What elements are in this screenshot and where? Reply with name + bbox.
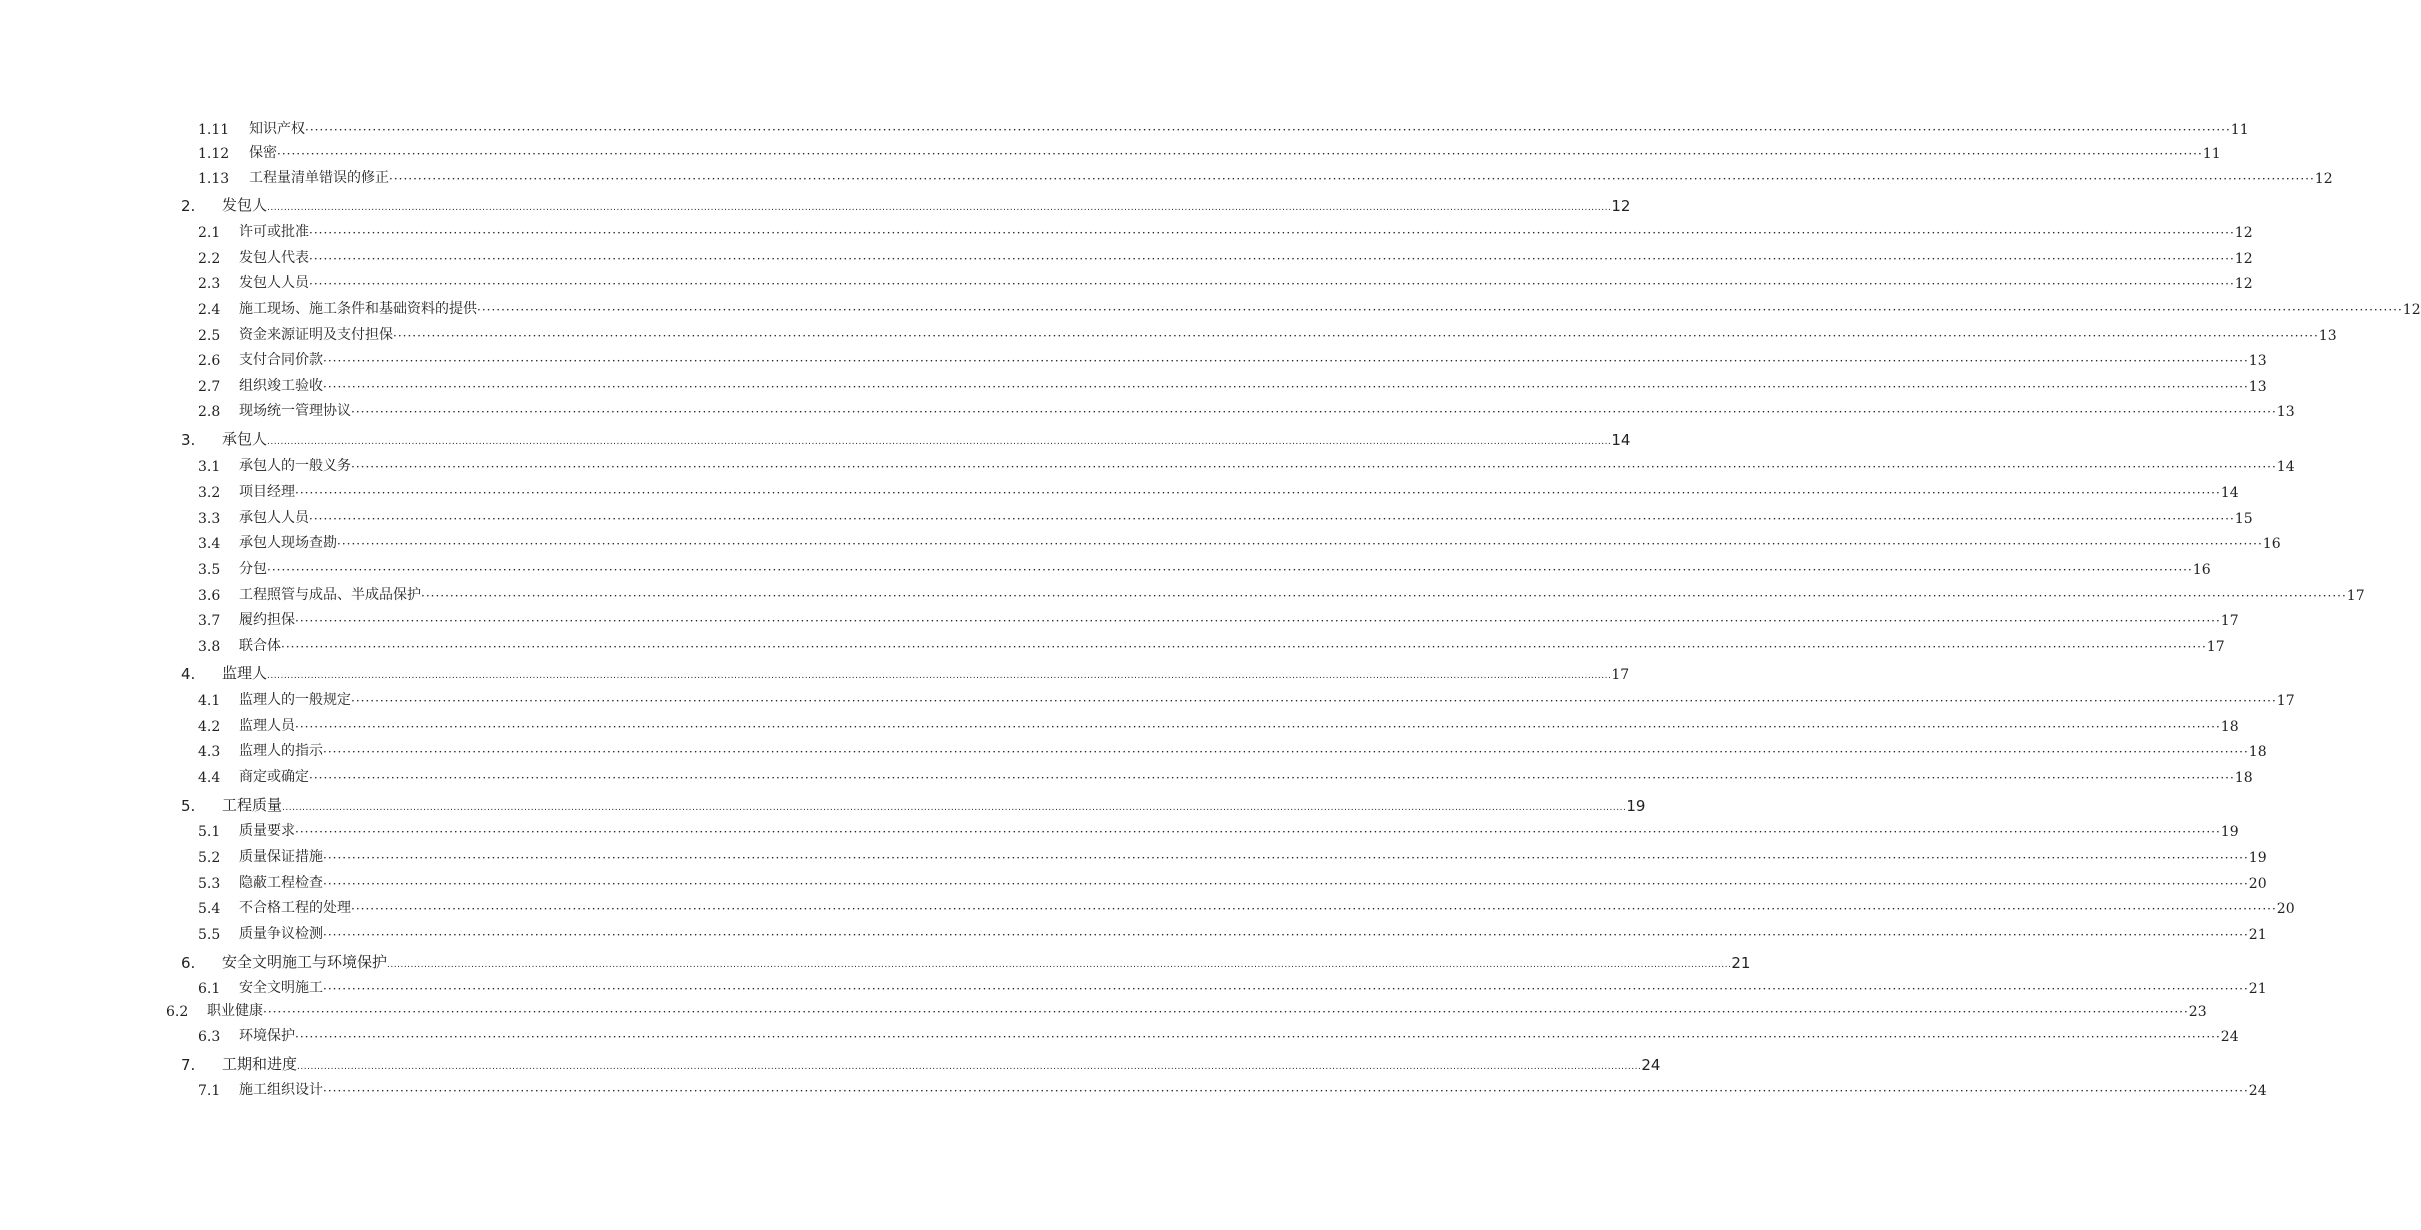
toc-dot-leader: ................................................................................................................................................................................................................................................................................................................................................................................................................ (297, 1062, 1642, 1072)
toc-page-number: 24 (2220, 1029, 2239, 1045)
toc-dot-leader: ················································································································································································································································································································································································································ (351, 902, 2277, 916)
toc-entry-number: 2. (181, 197, 196, 215)
toc-dot-leader: ················································································································································································································································································································································································································ (267, 563, 2193, 577)
toc-dot-leader: ················································································································································································································································································································································································································ (305, 123, 2231, 137)
toc-page-number: 15 (2234, 511, 2253, 527)
toc-page-number: 21 (1731, 954, 1751, 972)
toc-page-number: 12 (2234, 225, 2253, 241)
toc-entry-number: 2.8 (198, 404, 221, 420)
toc-subsection-entry[interactable] (198, 296, 2421, 318)
toc-dot-leader: ················································································································································································································································································································································································································ (393, 329, 2319, 343)
toc-entry-title: 联合体 (239, 638, 281, 654)
toc-entry-number: 5.3 (198, 876, 221, 892)
toc-entry-title: 隐蔽工程检查 (239, 875, 323, 891)
toc-page-number: 13 (2248, 379, 2267, 395)
toc-entry-title: 质量要求 (239, 823, 295, 839)
toc-dot-leader: ................................................................................................................................................................................................................................................................................................................................................................................................................ (387, 960, 1732, 970)
toc-dot-leader: ················································································································································································································································································································································································································ (351, 460, 2277, 474)
toc-subsection-entry[interactable] (198, 556, 2211, 578)
toc-entry-number: 5. (181, 797, 196, 815)
toc-entry-number: 1.12 (198, 146, 230, 162)
toc-entry-title: 监理人 (222, 664, 268, 682)
toc-page-number: 17 (1611, 667, 1630, 683)
toc-page-number: 11 (2202, 146, 2221, 162)
toc-page-number: 14 (1611, 431, 1631, 449)
toc-entry-title: 发包人 (222, 196, 268, 214)
toc-subsection-entry[interactable] (198, 1023, 2239, 1045)
toc-dot-leader: ················································································································································································································································································································································································································ (337, 537, 2263, 551)
toc-entry-number: 6.3 (198, 1029, 221, 1045)
toc-page-number: 14 (2276, 459, 2295, 475)
toc-page-number: 13 (2248, 353, 2267, 369)
toc-entry-title: 工程照管与成品、半成品保护 (239, 587, 421, 603)
toc-entry-number: 5.1 (198, 824, 221, 840)
toc-subsection-entry[interactable] (198, 1077, 2267, 1099)
toc-entry-number: 6. (181, 954, 196, 972)
toc-subsection-entry[interactable] (198, 530, 2281, 552)
toc-page-number: 12 (1611, 197, 1631, 215)
toc-entry-number: 3.5 (198, 562, 221, 578)
toc-entry-number: 2.1 (198, 225, 221, 241)
toc-subsection-entry[interactable] (198, 895, 2295, 917)
toc-entry-number: 3.4 (198, 536, 221, 552)
toc-entry-title: 商定或确定 (239, 769, 309, 785)
toc-section-entry[interactable] (181, 1052, 1661, 1074)
toc-entry-title: 职业健康 (207, 1003, 263, 1019)
toc-entry-title: 不合格工程的处理 (239, 900, 351, 916)
toc-dot-leader: ................................................................................................................................................................................................................................................................................................................................................................................................................ (267, 203, 1612, 213)
toc-entry-number: 2.2 (198, 251, 221, 267)
toc-entry-title: 监理人员 (239, 718, 295, 734)
toc-entry-title: 施工组织设计 (239, 1082, 323, 1098)
toc-page-number: 11 (2230, 122, 2249, 138)
toc-entry-title: 组织竣工验收 (239, 378, 323, 394)
toc-entry-number: 1.13 (198, 171, 230, 187)
toc-subsection-entry[interactable] (198, 687, 2295, 709)
toc-dot-leader: ················································································································································································································································································································································································································ (323, 928, 2249, 942)
toc-entry-title: 质量保证措施 (239, 849, 323, 865)
toc-subsection-entry[interactable] (198, 398, 2295, 420)
toc-subsection-entry[interactable] (198, 713, 2239, 735)
toc-dot-leader: ················································································································································································································································································································································································································ (309, 512, 2235, 526)
toc-page-number: 20 (2276, 901, 2295, 917)
toc-subsection-entry[interactable] (198, 479, 2239, 501)
toc-entry-title: 分包 (239, 561, 267, 577)
toc-entry-number: 5.5 (198, 927, 221, 943)
toc-dot-leader: ················································································································································································································································································································································································································ (323, 1084, 2249, 1098)
toc-entry-number: 3. (181, 431, 196, 449)
toc-dot-leader: ················································································································································································································································································································································································································ (323, 851, 2249, 865)
toc-entry-number: 7. (181, 1056, 196, 1074)
toc-page-number: 20 (2248, 876, 2267, 892)
toc-subsection-entry[interactable] (198, 453, 2295, 475)
toc-page-number: 21 (2248, 981, 2267, 997)
toc-entry-number: 6.2 (166, 1004, 189, 1020)
toc-dot-leader: ................................................................................................................................................................................................................................................................................................................................................................................................................ (267, 671, 1612, 681)
toc-entry-number: 4.4 (198, 770, 221, 786)
toc-entry-number: 3.6 (198, 588, 221, 604)
toc-section-entry[interactable] (181, 193, 1631, 215)
toc-entry-title: 支付合同价款 (239, 352, 323, 368)
toc-entry-title: 安全文明施工与环境保护 (222, 953, 388, 971)
toc-entry-number: 4.2 (198, 719, 221, 735)
toc-subsection-entry[interactable] (198, 921, 2267, 943)
toc-subsection-entry[interactable] (198, 347, 2267, 369)
toc-subsection-entry[interactable] (198, 505, 2253, 527)
toc-entry-number: 1.11 (198, 122, 230, 138)
toc-page-number: 19 (2220, 824, 2239, 840)
toc-dot-leader: ················································································································································································································································································································································································································ (477, 303, 2403, 317)
toc-entry-number: 5.2 (198, 850, 221, 866)
toc-page-number: 17 (2220, 613, 2239, 629)
toc-dot-leader: ················································································································································································································································································································································································································ (323, 745, 2249, 759)
toc-entry-number: 3.3 (198, 511, 221, 527)
toc-page-number: 12 (2234, 276, 2253, 292)
toc-dot-leader: ················································································································································································································································································································································································································ (295, 1030, 2221, 1044)
toc-dot-leader: ················································································································································································································································································································································································································ (323, 354, 2249, 368)
toc-subsection-entry[interactable] (198, 633, 2225, 655)
toc-subsection-entry[interactable] (198, 870, 2267, 892)
toc-page-number: 12 (2234, 251, 2253, 267)
toc-dot-leader: ················································································································································································································································································································································································································ (281, 640, 2207, 654)
toc-dot-leader: ················································································································································································································································································································································································································ (309, 277, 2235, 291)
toc-subsection-entry[interactable] (198, 245, 2253, 267)
toc-subsection-entry[interactable] (166, 998, 2207, 1020)
toc-page-number: 17 (2206, 639, 2225, 655)
toc-section-entry[interactable] (181, 950, 1751, 972)
toc-entry-number: 5.4 (198, 901, 221, 917)
toc-section-entry[interactable] (181, 793, 1646, 815)
toc-entry-title: 项目经理 (239, 484, 295, 500)
toc-entry-title: 工期和进度 (222, 1055, 298, 1073)
toc-entry-title: 工程量清单错误的修正 (249, 170, 389, 186)
toc-entry-title: 施工现场、施工条件和基础资料的提供 (239, 301, 477, 317)
toc-entry-number: 3.1 (198, 459, 221, 475)
toc-dot-leader: ················································································································································································································································································································································································································ (351, 694, 2277, 708)
toc-dot-leader: ················································································································································································································································································································································································································ (309, 252, 2235, 266)
toc-entry-title: 质量争议检测 (239, 926, 323, 942)
toc-entry-number: 2.3 (198, 276, 221, 292)
toc-dot-leader: ················································································································································································································································································································································································································ (309, 771, 2235, 785)
toc-subsection-entry[interactable] (198, 373, 2267, 395)
toc-dot-leader: ················································································································································································································································································································································································································ (323, 877, 2249, 891)
toc-entry-title: 安全文明施工 (239, 980, 323, 996)
toc-page-number: 24 (2248, 1083, 2267, 1099)
toc-subsection-entry[interactable] (198, 219, 2253, 241)
toc-dot-leader: ················································································································································································································································································································································································································ (323, 380, 2249, 394)
toc-dot-leader: ················································································································································································································································································································································································································ (351, 405, 2277, 419)
toc-page-number: 23 (2188, 1004, 2207, 1020)
toc-entry-title: 监理人的指示 (239, 743, 323, 759)
toc-subsection-entry[interactable] (198, 975, 2267, 997)
toc-dot-leader: ················································································································································································································································································································································································································ (309, 226, 2235, 240)
toc-page-number: 17 (2346, 588, 2365, 604)
toc-page-number: 19 (1626, 797, 1646, 815)
toc-dot-leader: ················································································································································································································································································································································································································ (295, 614, 2221, 628)
toc-entry-title: 发包人人员 (239, 275, 309, 291)
toc-entry-title: 工程质量 (222, 796, 283, 814)
toc-entry-title: 环境保护 (239, 1028, 295, 1044)
toc-subsection-entry[interactable] (198, 738, 2267, 760)
toc-page-number: 16 (2192, 562, 2211, 578)
toc-page-number: 21 (2248, 927, 2267, 943)
toc-subsection-entry[interactable] (198, 140, 2221, 162)
toc-entry-title: 知识产权 (249, 121, 305, 137)
toc-dot-leader: ················································································································································································································································································································································································································ (421, 589, 2347, 603)
toc-entry-number: 3.7 (198, 613, 221, 629)
toc-dot-leader: ················································································································································································································································································································································································································ (389, 172, 2315, 186)
toc-subsection-entry[interactable] (198, 844, 2267, 866)
toc-page-number: 12 (2402, 302, 2421, 318)
toc-entry-title: 保密 (249, 145, 277, 161)
toc-page-number: 18 (2234, 770, 2253, 786)
toc-entry-title: 发包人代表 (239, 250, 309, 266)
toc-entry-number: 3.2 (198, 485, 221, 501)
toc-subsection-entry[interactable] (198, 582, 2365, 604)
toc-section-entry[interactable] (181, 427, 1631, 449)
toc-section-entry[interactable] (181, 661, 1630, 683)
toc-page-number: 18 (2248, 744, 2267, 760)
toc-page-number: 12 (2314, 171, 2333, 187)
toc-subsection-entry[interactable] (198, 764, 2253, 786)
toc-entry-title: 承包人现场查勘 (239, 535, 337, 551)
toc-subsection-entry[interactable] (198, 270, 2253, 292)
toc-dot-leader: ················································································································································································································································································································································································································ (323, 982, 2249, 996)
toc-page-number: 16 (2262, 536, 2281, 552)
toc-entry-number: 4. (181, 665, 196, 683)
toc-page-number: 17 (2276, 693, 2295, 709)
toc-page-number: 13 (2318, 328, 2337, 344)
toc-subsection-entry[interactable] (198, 818, 2239, 840)
toc-entry-title: 承包人 (222, 430, 268, 448)
toc-dot-leader: ················································································································································································································································································································································································································ (295, 486, 2221, 500)
toc-entry-number: 2.7 (198, 379, 221, 395)
toc-entry-title: 履约担保 (239, 612, 295, 628)
toc-dot-leader: ················································································································································································································································································································································································································ (277, 147, 2203, 161)
toc-entry-title: 承包人人员 (239, 510, 309, 526)
toc-entry-number: 3.8 (198, 639, 221, 655)
toc-entry-number: 2.6 (198, 353, 221, 369)
toc-subsection-entry[interactable] (198, 116, 2249, 138)
toc-entry-number: 4.1 (198, 693, 221, 709)
toc-page-number: 14 (2220, 485, 2239, 501)
toc-entry-number: 2.4 (198, 302, 221, 318)
toc-subsection-entry[interactable] (198, 607, 2239, 629)
toc-entry-title: 资金来源证明及支付担保 (239, 327, 393, 343)
toc-dot-leader: ················································································································································································································································································································································································································ (263, 1005, 2189, 1019)
toc-dot-leader: ················································································································································································································································································································································································································ (295, 720, 2221, 734)
toc-dot-leader: ················································································································································································································································································································································································································ (295, 825, 2221, 839)
toc-entry-number: 6.1 (198, 981, 221, 997)
toc-entry-title: 许可或批准 (239, 224, 309, 240)
toc-entry-number: 4.3 (198, 744, 221, 760)
toc-subsection-entry[interactable] (198, 322, 2337, 344)
toc-entry-number: 7.1 (198, 1083, 221, 1099)
toc-subsection-entry[interactable] (198, 165, 2333, 187)
toc-dot-leader: ................................................................................................................................................................................................................................................................................................................................................................................................................ (282, 803, 1627, 813)
toc-entry-title: 承包人的一般义务 (239, 458, 351, 474)
toc-entry-title: 监理人的一般规定 (239, 692, 351, 708)
toc-page-number: 19 (2248, 850, 2267, 866)
toc-dot-leader: ................................................................................................................................................................................................................................................................................................................................................................................................................ (267, 437, 1612, 447)
toc-page-number: 13 (2276, 404, 2295, 420)
toc-page-number: 18 (2220, 719, 2239, 735)
toc-page-number: 24 (1641, 1056, 1661, 1074)
toc-entry-number: 2.5 (198, 328, 221, 344)
toc-entry-title: 现场统一管理协议 (239, 403, 351, 419)
